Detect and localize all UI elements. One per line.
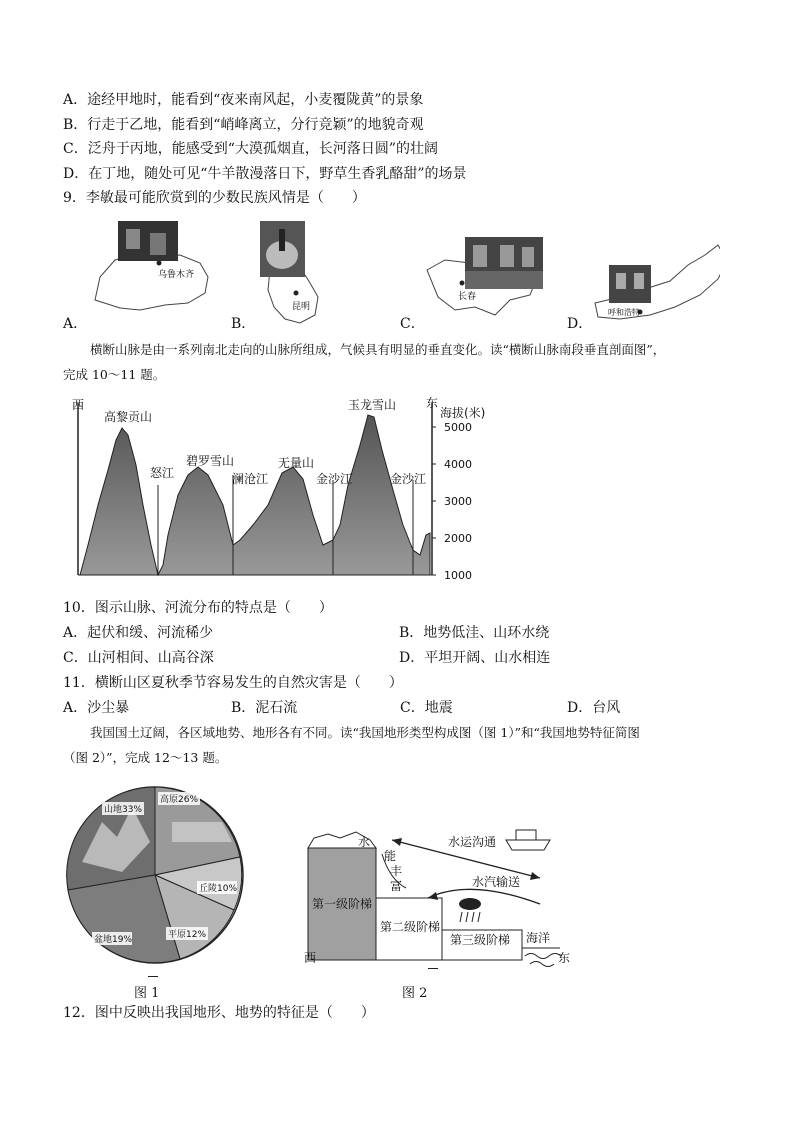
label-gaoligong: 高黎贡山 (104, 410, 153, 424)
q9-label-b: B． (231, 316, 256, 332)
q9-option-b-map (260, 221, 318, 323)
q9-label-d: D． (567, 316, 593, 332)
q11-option-d: D．台风 (567, 700, 621, 716)
label-jinsha-1: 金沙江 (316, 472, 353, 486)
fig2-east: 东 (558, 951, 571, 965)
fig1-landform-pie (62, 782, 252, 972)
q9-label-a: A． (63, 316, 88, 332)
q11-option-b: B．泥石流 (231, 700, 298, 716)
q9-option-c-map (427, 237, 543, 315)
pie-label-plain: 平原12% (168, 930, 207, 940)
fig1-tick (148, 976, 158, 977)
pie-label-hill: 丘陵10% (199, 884, 238, 894)
fig2-tick (428, 968, 438, 969)
tick-1000: 1000 (444, 569, 472, 582)
label-biluo: 碧罗雪山 (186, 454, 235, 468)
label-nujiang: 怒江 (150, 466, 175, 480)
fig2-west: 西 (304, 951, 317, 965)
profile-axis-title: 海拔(米) (440, 406, 486, 420)
q10-option-b: B．地势低洼、山环水绕 (399, 625, 550, 641)
fig2-energy-3: 富 (390, 879, 403, 893)
fig2-shipping: 水运沟通 (448, 835, 497, 849)
q9-stem: 9．李敏最可能欣赏到的少数民族风情是（ ） (63, 190, 366, 206)
q10-option-d: D．平坦开阔、山水相连 (399, 650, 551, 666)
tick-2000: 2000 (444, 532, 472, 545)
passage1-line1: 横断山脉是由一系列南北走向的山脉所组成，气候具有明显的垂直变化。读“横断山脉南段垂直剖面图”， (90, 342, 666, 357)
label-wuliang: 无量山 (278, 456, 315, 470)
q8-option-b: B．行走于乙地，能看到“峭峰离立，分行竞颖”的地貌奇观 (63, 117, 424, 133)
pie-label-mountain: 山地33% (104, 805, 143, 815)
pie-label-plateau: 高原26% (160, 795, 199, 805)
q10-option-a: A．起伏和缓、河流稀少 (63, 625, 214, 641)
q8-option-d: D．在丁地，随处可见“牛羊散漫落日下，野草生香乳酪甜”的场景 (63, 166, 467, 182)
q9-photo-d (609, 265, 651, 303)
q8-option-a: A．途经甲地时，能看到“夜来南风起，小麦覆陇黄”的景象 (63, 92, 424, 108)
q11-option-a: A．沙尘暴 (63, 700, 130, 716)
fig2-terrain-steps (300, 818, 580, 968)
city-urumqi: 乌鲁木齐 (158, 270, 195, 280)
label-jinsha-2: 金沙江 (390, 472, 427, 486)
ship-icon (506, 830, 550, 850)
tick-3000: 3000 (444, 495, 472, 508)
profile-west: 西 (72, 398, 85, 412)
mountain-silhouette (80, 415, 430, 575)
profile-east: 东 (426, 396, 439, 410)
q8-option-c: C．泛舟于丙地，能感受到“大漠孤烟直，长河落日圆”的壮阔 (63, 141, 439, 157)
q11-stem: 11．横断山区夏秋季节容易发生的自然灾害是（ ） (63, 675, 403, 691)
passage2-line2: （图 2）”，完成 12～13 题。 (63, 750, 228, 765)
label-lancang: 澜沧江 (232, 472, 269, 486)
tick-4000: 4000 (444, 458, 472, 471)
fig2-step3: 第三级阶梯 (450, 933, 511, 947)
fig2-energy-1: 能 (384, 849, 397, 863)
fig2-caption: 图 2 (402, 986, 428, 1001)
q11-option-c: C．地震 (400, 700, 453, 716)
label-yulong: 玉龙雪山 (348, 398, 397, 412)
q12-stem: 12．图中反映出我国地形、地势的特征是（ ） (63, 1005, 375, 1021)
q9-option-a-map (95, 221, 208, 310)
city-changchun: 长春 (458, 292, 477, 302)
pie-label-basin: 盆地19% (94, 935, 133, 945)
passage2-line1: 我国国土辽阔，各区域地势、地形各有不同。读“我国地形类型构成图（图 1）”和“我国地势特征简图 (90, 725, 640, 740)
fig2-ocean: 海洋 (526, 931, 551, 945)
fig2-step1: 第一级阶梯 (312, 897, 373, 911)
city-kunming: 昆明 (292, 302, 311, 312)
fig1-caption: 图 1 (134, 986, 160, 1001)
q9-label-c: C． (400, 316, 425, 332)
fig2-water: 水 (358, 835, 371, 849)
fig2-energy-2: 丰 (390, 864, 403, 878)
rain-cloud-icon (459, 898, 481, 922)
passage1-line2: 完成 10～11 题。 (63, 367, 166, 382)
fig2-vapor: 水汽输送 (472, 875, 521, 889)
fig2-step2: 第二级阶梯 (380, 920, 441, 934)
q9-map-options (60, 215, 720, 335)
q10-option-c: C．山河相间、山高谷深 (63, 650, 214, 666)
hengduan-profile-chart (68, 395, 498, 585)
q10-stem: 10．图示山脉、河流分布的特点是（ ） (63, 600, 333, 616)
tick-5000: 5000 (444, 421, 472, 434)
q9-option-d-map (595, 245, 720, 319)
city-hohhot: 呼和浩特 (608, 308, 640, 317)
